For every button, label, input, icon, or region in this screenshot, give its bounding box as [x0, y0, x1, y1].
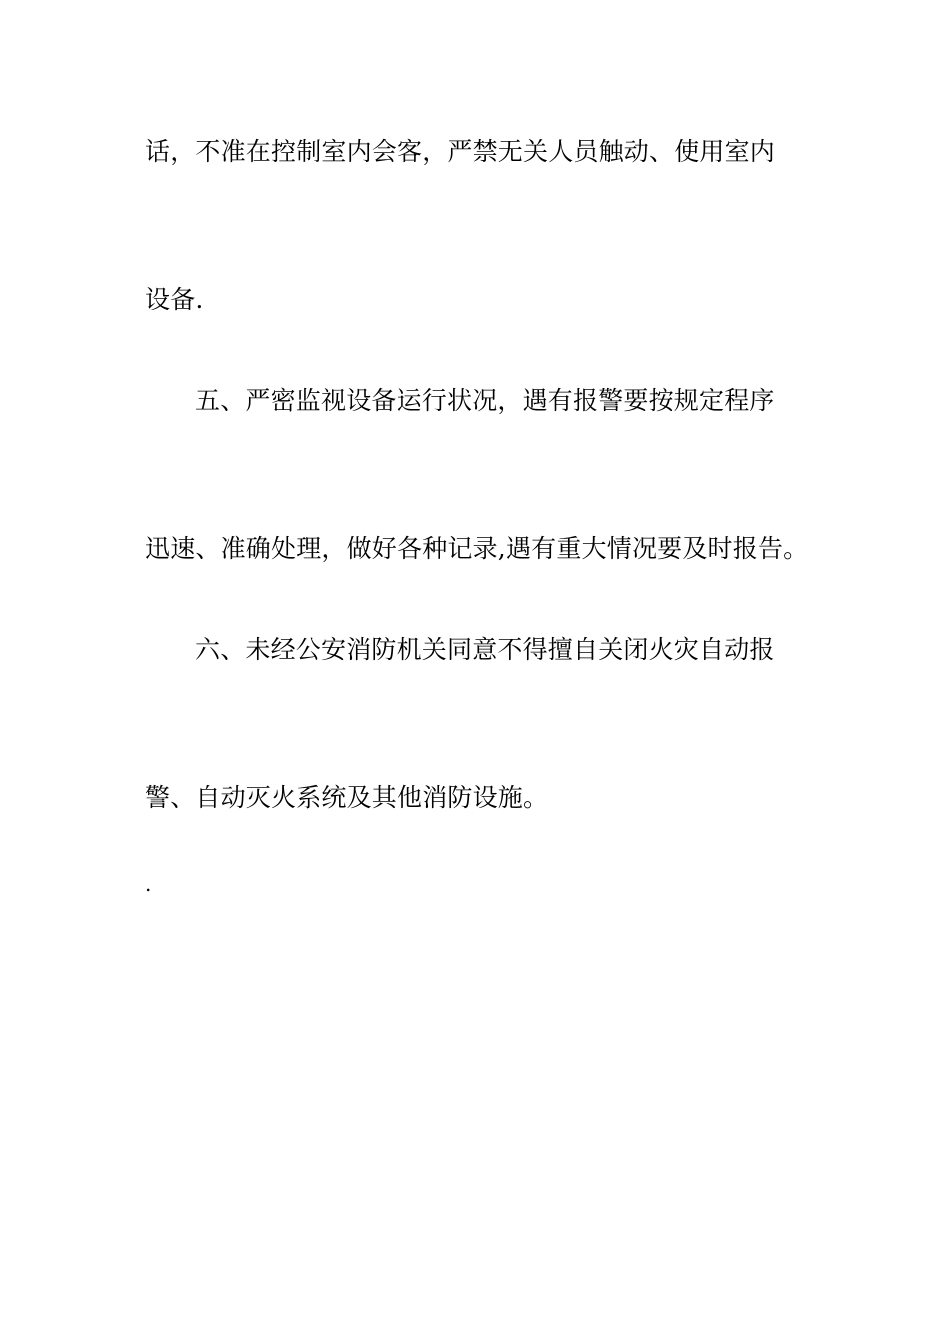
trailing-dot: .	[145, 872, 152, 896]
text-line: 警、自动灭火系统及其他消防设施。	[145, 783, 549, 812]
text-line: 迅速、准确处理，做好各种记录,遇有重大情况要及时报告。	[145, 534, 809, 563]
text-line: 设备.	[145, 285, 204, 314]
section-six-heading-line: 六、未经公安消防机关同意不得擅自关闭火灾自动报	[195, 635, 775, 664]
text-line: 话，不准在控制室内会客，严禁无关人员触动、使用室内	[145, 137, 776, 166]
section-five-heading-line: 五、严密监视设备运行状况，遇有报警要按规定程序	[195, 386, 775, 415]
